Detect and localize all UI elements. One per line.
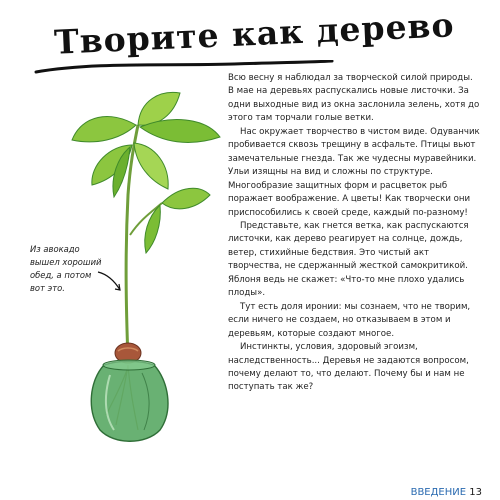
body-paragraph: Инстинкты, условия, здоровый эгоизм, наследственность... Деревья не задаются вопросом, почему делают то, что делают. Почему бы и нам не поступать так же?	[228, 342, 469, 393]
body-paragraph: Нас окружает творчество в чистом виде. Одуванчик пробивается сквозь трещину в асфальте. Птицы вьют замечательные гнезда. Так же чудесны муравейники. Ульи изящны на вид и сложны по структуре. Многообразие защитных форм и расцветок рыб поражает воображение. А цветы! Как творчески они приспособились к своей среде, каждый по-разному!	[228, 126, 480, 218]
body-paragraph: Всю весну я наблюдал за творческой силой природы. В мае на деревьях распускались новые листочки. За одни выходные вид из окна заслонила зелень, хотя до этого там торчали голые ветки.	[228, 73, 480, 124]
section-name: ВВЕДЕНИЕ	[410, 487, 467, 498]
caption-arrow-icon	[96, 268, 124, 294]
body-text	[228, 72, 480, 395]
page-footer	[411, 487, 482, 498]
body-paragraph: Тут есть доля иронии: мы сознаем, что не творим, если ничего не создаем, но отказываем в этом и деревьям, которые создают многое.	[228, 301, 471, 339]
page-title: Творите как дерево	[53, 5, 456, 62]
body-paragraph: Представьте, как гнется ветка, как распускаются листочки, как дерево реагирует на солнце, дождь, ветер, стихийные бедствия. Это чистый акт творчества, не сдержанный жесткой самокритикой. Яблоня ведь не скажет: «Что-то мне плохо удались плоды».	[228, 220, 469, 299]
page-number: 13	[469, 487, 482, 498]
illustration-caption: Из авокадо вышел хороший обед, а потом вот это.	[30, 244, 102, 293]
